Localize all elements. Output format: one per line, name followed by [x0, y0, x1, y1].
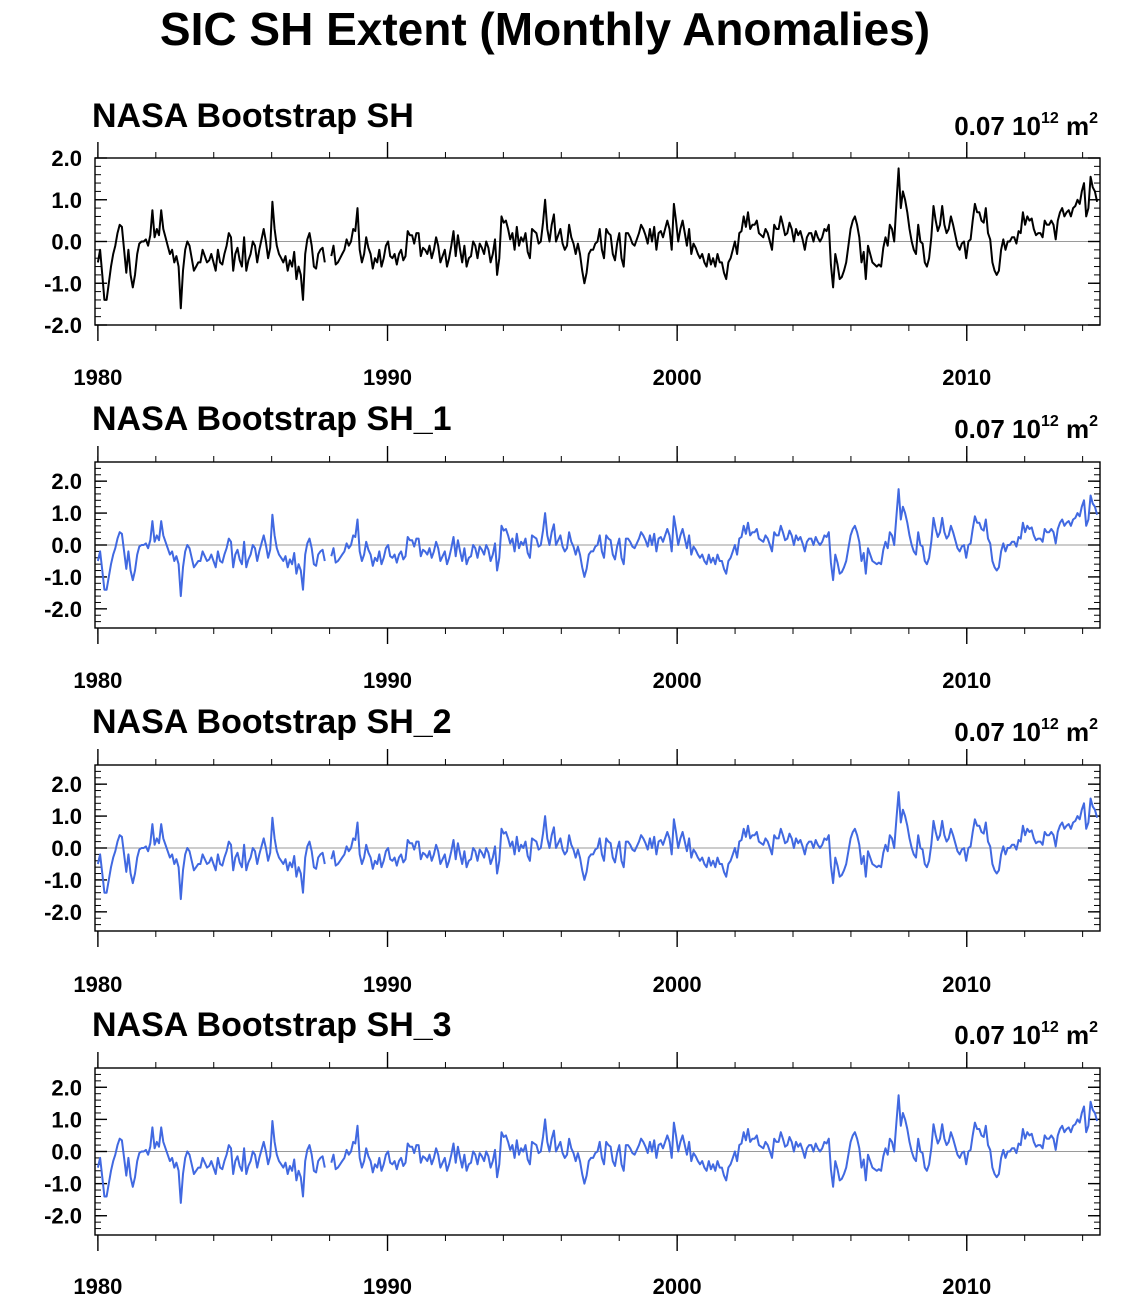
chart-panel-1 — [44, 400, 1100, 693]
y-tick-label: 2.0 — [51, 772, 82, 798]
panel-title: NASA Bootstrap SH_3 — [92, 1006, 452, 1044]
y-tick-label: 0.0 — [51, 533, 82, 558]
y-tick-label: 2.0 — [51, 146, 82, 171]
x-tick-label: 2000 — [652, 1274, 702, 1299]
x-tick-label: 1980 — [73, 972, 123, 997]
x-tick-label: 1980 — [73, 668, 123, 693]
panel-title: NASA Bootstrap SH_1 — [92, 400, 452, 438]
x-tick-label: 2010 — [942, 668, 992, 693]
x-tick-label: 1990 — [363, 668, 412, 693]
panel-title: NASA Bootstrap SH — [92, 97, 414, 135]
x-tick-label: 1980 — [73, 1274, 123, 1299]
y-tick-label: -1.0 — [44, 271, 82, 297]
units-label: 0.07 $10^{12}$ $m^2$ — [954, 1019, 1098, 1050]
x-tick-label: 1990 — [363, 972, 412, 997]
units-label: 0.07 $10^{12}$ $m^2$ — [954, 110, 1098, 141]
y-tick-label: 1.0 — [51, 187, 82, 213]
units-label: 0.07 $10^{12}$ $m^2$ — [954, 716, 1098, 747]
y-tick-label: -1.0 — [44, 1171, 82, 1197]
panel-title: NASA Bootstrap SH_2 — [92, 703, 452, 741]
y-tick-label: -1.0 — [44, 867, 82, 893]
series-line — [98, 489, 1097, 596]
y-tick-label: 0.0 — [51, 1139, 82, 1165]
chart-panel-3 — [44, 1006, 1100, 1299]
y-tick-label: 0.0 — [51, 229, 82, 255]
x-tick-label: 1980 — [73, 365, 123, 390]
y-tick-label: 2.0 — [51, 469, 82, 495]
x-tick-label: 2010 — [942, 365, 992, 390]
chart-panel-2 — [44, 703, 1100, 997]
y-tick-label: 1.0 — [51, 1107, 82, 1133]
y-tick-label: 1.0 — [51, 804, 82, 830]
y-tick-label: -2.0 — [44, 1203, 82, 1229]
y-tick-label: -2.0 — [44, 596, 82, 622]
series-line — [98, 1095, 1097, 1203]
x-tick-label: 2000 — [652, 668, 702, 693]
figure-title: SIC SH Extent (Monthly Anomalies) — [159, 3, 931, 55]
y-tick-label: 0.0 — [51, 836, 82, 861]
y-tick-label: -2.0 — [44, 899, 82, 925]
chart-panels — [44, 97, 1100, 1299]
y-tick-label: -1.0 — [44, 564, 82, 590]
y-tick-label: 2.0 — [51, 1075, 82, 1101]
x-tick-label: 2000 — [652, 365, 702, 390]
y-tick-label: -2.0 — [44, 313, 82, 338]
units-label: 0.07 $10^{12}$ $m^2$ — [954, 413, 1098, 444]
x-tick-label: 2010 — [942, 1274, 992, 1299]
x-tick-label: 1990 — [363, 365, 412, 390]
series-line — [98, 168, 1097, 308]
x-tick-label: 1990 — [363, 1274, 412, 1299]
chart-panel-0 — [44, 97, 1100, 390]
series-line — [98, 792, 1097, 899]
x-tick-label: 2000 — [652, 972, 702, 997]
y-tick-label: 1.0 — [51, 501, 82, 527]
x-tick-label: 2010 — [942, 972, 992, 997]
